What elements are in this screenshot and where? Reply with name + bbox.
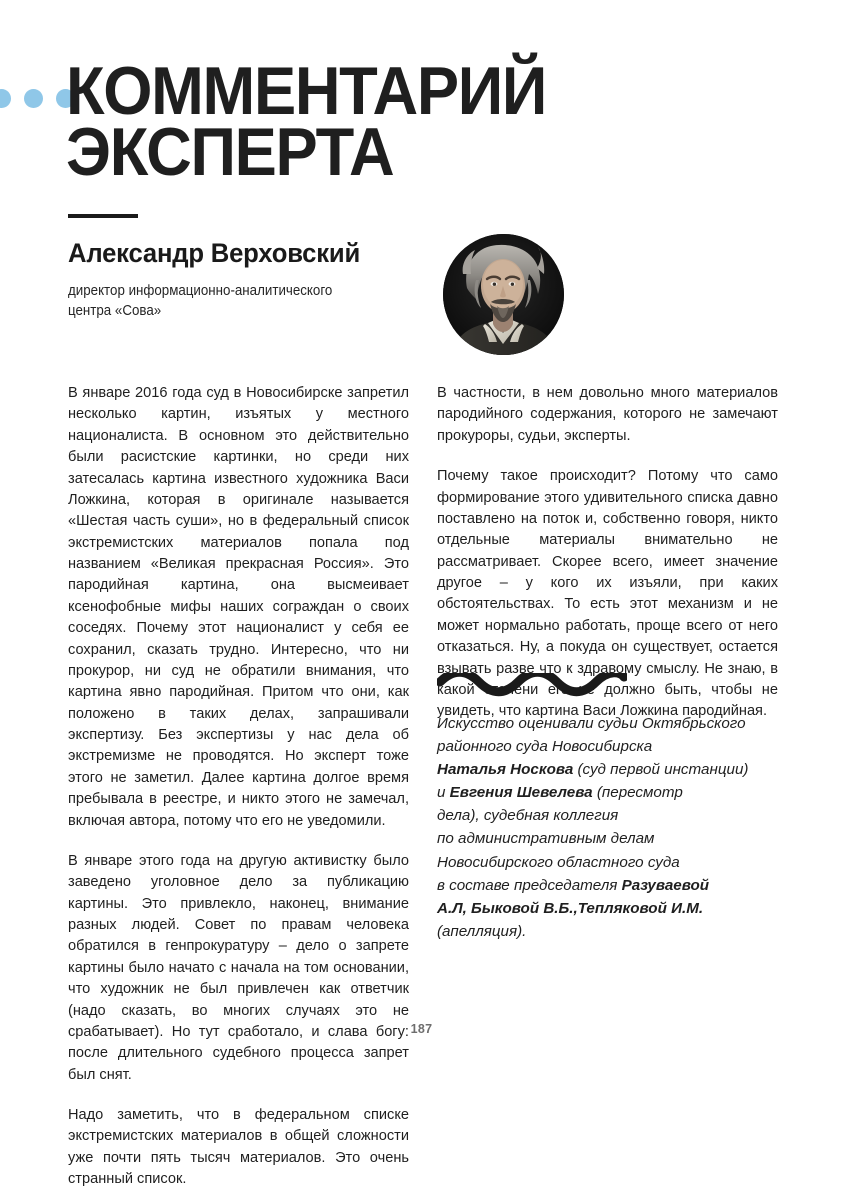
credit-name: Разуваевой (621, 876, 710, 894)
dot-icon (24, 89, 43, 108)
credit-line (437, 804, 789, 827)
credit-text: дела), судебная коллегия (437, 807, 619, 825)
dot-icon (0, 89, 11, 108)
credit-name: А.Л, Быковой В.Б.,Тепляковой И.М. (437, 899, 704, 917)
credit-text: Новосибирского областного суда (437, 853, 680, 871)
byline-rule (68, 214, 138, 218)
credit-text: (апелляция). (437, 922, 527, 940)
page-header (0, 53, 843, 192)
credit-line (437, 712, 789, 735)
page-number: 187 (410, 1022, 433, 1036)
credit-text: Искусство оценивали судьи Октябрьского (437, 715, 746, 732)
author-portrait-photo (443, 234, 564, 355)
credit-line (437, 827, 789, 850)
page-title (66, 53, 766, 191)
paragraph: Почему такое происходит? Потому что само формирование этого удивительного списка давно поставлено на поток и, собственно говоря, никто отдельные материалы внимательно не рассматривает. Скорее всего, имеет значение другое – у кого их изъяли, при каких обстоятельствах. То есть этот механизм и не может нормально работать, проще всего от него отказаться. Ну, а покуда он существует, остается взывать разве что к здравому смыслу. Не знаю, в какой степени его не должно быть, чтобы не увидеть, что картина Васи Ложкина пародийная. (437, 468, 778, 720)
page-title-line-1: КОММЕНТАРИЙ (66, 53, 547, 129)
author-role-line-1: директор информационно-аналитического (68, 282, 333, 299)
body-column-right (437, 383, 778, 723)
page-title-line-2: ЭКСПЕРТА (66, 114, 394, 191)
author-role-line-2: центра «Сова» (68, 303, 162, 320)
credit-line (437, 758, 789, 781)
credit-text: в составе председателя (437, 876, 622, 894)
credit-line (437, 920, 789, 943)
credit-text: районного суда Новосибирска (437, 738, 653, 756)
credit-line (437, 874, 789, 897)
wavy-line-icon (437, 673, 627, 699)
credit-text: и (437, 784, 450, 802)
credit-name: Евгения Шевелева (449, 784, 593, 802)
credit-text: (пересмотр (592, 784, 683, 802)
credit-line (437, 851, 789, 874)
credit-line (437, 897, 789, 920)
paragraph: В январе 2016 года суд в Новосибирске запретил несколько картин, изъятых у местного националиста. В основном это действительно были расистские картинки, но среди них затесалась картина известного художника Васи Ложкина, которая в оригинале называется «Шестая часть суши», но в федеральный список экстремистских материалов попала под названием «Великая прекрасная Россия». Это пародийная картина, она высмеивает ксенофобные мифы наших сограждан о своих соседях. Почему этот националист у себя ее сохранил, сказать трудно. Интересно, что ни прокурор, ни суд не обратили внимания, что картина явно пародийная. Притом что они, как положено в таких делах, запрашивали экспертизу. Без экспертизы у нас дела об экстремизме не проводятся. Но эксперт тоже этого не заметил. Далее картина долгое время пребывала в реестре, и никто этого не замечал, включая автора, потому что его не уведомили. (68, 385, 409, 829)
wavy-divider (437, 673, 627, 699)
portrait-illustration (443, 234, 564, 355)
paragraph: В январе этого года на другую активистку было заведено уголовное дело за публикацию картины. Это привлекло, наконец, внимание разных людей. Совет по правам человека обратился в генпрокуратуру – дело о запрете картины было начато с начала на том основании, что художник не был привлечен как ответчик (надо сказать, во многих случаях это не срабатывает). Но тут сработало, и слава богу: после длительного судебного процесса запрет был снят. (68, 852, 409, 1083)
body-column-left (68, 383, 409, 1191)
credit-text: по административным делам (437, 830, 655, 848)
paragraph: В частности, в нем довольно много материалов пародийного содержания, которого не замечают прокуроры, судьи, эксперты. (437, 385, 778, 444)
author-byline (68, 214, 428, 322)
credit-line (437, 781, 789, 804)
credit-name: Наталья Носкова (437, 761, 574, 779)
decorative-dots (0, 89, 75, 108)
paragraph: Надо заметить, что в федеральном списке экстремистских материалов в общей сложности уже почти пять тысяч материалов. Это очень странный список. (68, 1107, 409, 1188)
author-name: Александр Верховский (68, 238, 361, 268)
credit-text: (суд первой инстанции) (573, 761, 749, 779)
closing-credits (437, 712, 789, 943)
credit-line (437, 735, 789, 758)
author-role (68, 281, 399, 322)
